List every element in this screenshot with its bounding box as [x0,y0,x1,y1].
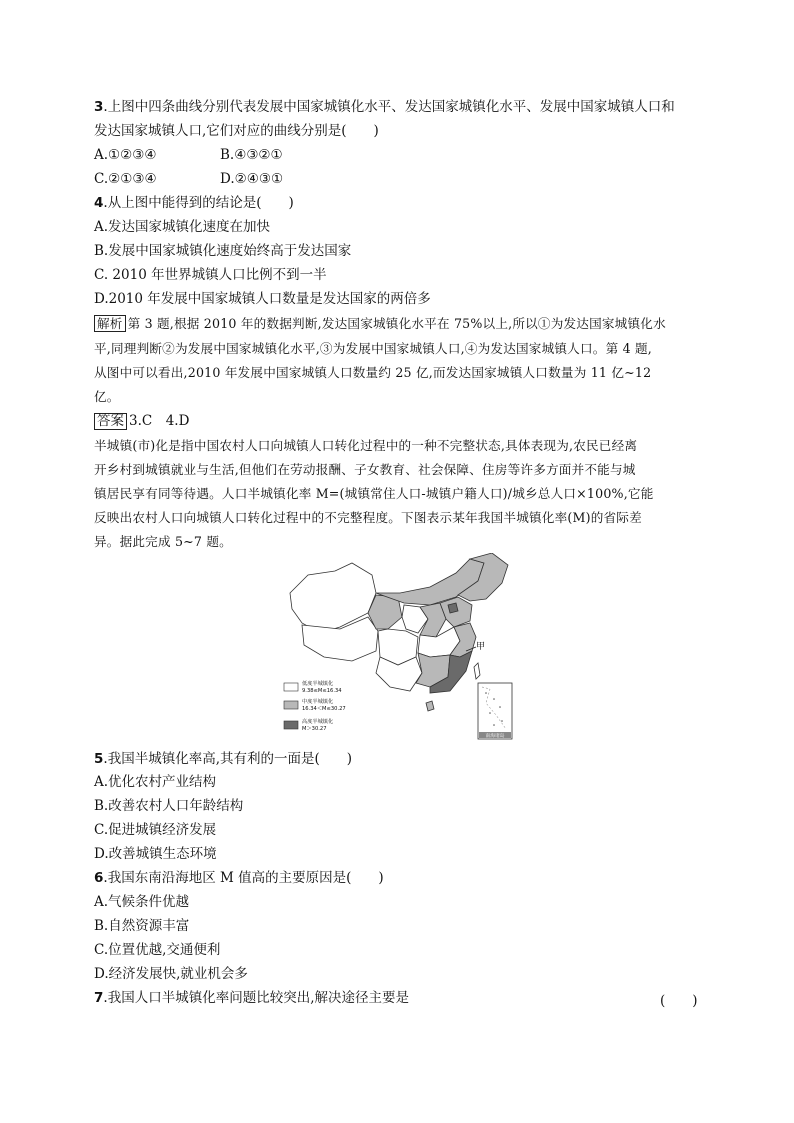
q6-number: 6 [94,870,104,886]
q5-stem [94,750,352,768]
answer-text: 3.C 4.D [129,413,190,429]
analysis-tag: 解析 [94,315,126,332]
q7-stem [94,989,409,1007]
province-beijing [448,603,458,613]
analysis-line1 [94,315,666,333]
legend-label-medium: 中度半城镇化 [302,699,334,705]
q6-stem [94,869,384,887]
q6-text: .我国东南沿海地区 M 值高的主要原因是( ) [103,870,384,886]
q6-option-d: D.经济发展快,就业机会多 [94,966,248,982]
legend-swatch-low [284,683,298,691]
passage-line1: 半城镇(市)化是指中国农村人口向城镇人口转化过程中的一种不完整状态,具体表现为,农民已经离 [94,438,638,453]
legend-swatch-medium [284,701,298,709]
q5-option-c: C.促进城镇经济发展 [94,822,217,838]
q4-stem [94,194,294,212]
q4-option-b: B.发展中国家城镇化速度始终高于发达国家 [94,243,352,259]
passage-line4: 反映出农村人口向城镇人口转化过程中的不完整程度。下图表示某年我国半城镇化率(M)的省际差 [94,510,642,525]
province-hainan [426,701,434,711]
q5-option-b: B.改善农村人口年龄结构 [94,798,244,814]
q3-option-b: B.④③②① [220,147,283,163]
q3-number: 3 [94,99,104,115]
legend-swatch-high [284,721,298,729]
q3-text1: .上图中四条曲线分别代表发展中国家城镇化水平、发达国家城镇化水平、发展中国家城镇人口和 [103,99,675,115]
analysis-line4: 亿。 [94,389,120,404]
map-legend [284,679,346,732]
analysis-text1: 第 3 题,根据 2010 年的数据判断,发达国家城镇化水平在 75%以上,所以①为发达国家城镇化水 [127,316,666,331]
q6-option-b: B.自然资源丰富 [94,918,190,934]
q4-option-a: A.发达国家城镇化速度在加快 [94,219,271,235]
marker-label: 甲 [476,642,486,652]
q4-option-d: D.2010 年发展中国家城镇人口数量是发达国家的两倍多 [94,291,431,307]
q7-text: .我国人口半城镇化率问题比较突出,解决途径主要是 [103,990,409,1006]
q5-option-d: D.改善城镇生态环境 [94,846,217,862]
province-taiwan [474,663,480,679]
analysis-line3: 从图中可以看出,2010 年发展中国家城镇人口数量约 25 亿,而发达国家城镇人口数量为 11 亿~12 [94,365,652,380]
inset-label: 南海诸岛 [485,734,505,739]
q7-answer-paren: ( ) [660,993,698,1009]
q3-option-c: C.②①③④ [94,171,157,187]
q3-option-d: D.②④③① [220,171,284,187]
legend-range-low: 9.38≤M≤16.34 [302,688,342,694]
q4-text: .从上图中能得到的结论是( ) [103,195,294,211]
passage-line3: 镇居民享有同等待遇。人口半城镇化率 M=(城镇常住人口-城镇户籍人口)/城乡总人口×100%,它能 [94,486,654,501]
q5-text: .我国半城镇化率高,其有利的一面是( ) [103,751,353,767]
south-sea-inset [478,683,512,739]
legend-range-medium: 16.34＜M≤30.27 [302,706,346,712]
q6-option-c: C.位置优越,交通便利 [94,942,221,958]
analysis-line2: 平,同理判断②为发展中国家城镇化水平,③为发展中国家城镇人口,④为发达国家城镇人口。第 4 题, [94,341,652,356]
q6-option-a: A.气候条件优越 [94,894,190,910]
answer-line [94,412,189,430]
passage-line5: 异。据此完成 5~7 题。 [94,534,232,549]
legend-label-high: 高度半城镇化 [302,719,334,725]
q3-stem-line1 [94,98,675,116]
q3-stem-line2: 发达国家城镇人口,它们对应的曲线分别是( ) [94,123,379,139]
passage-line2: 开乡村到城镇就业与生活,但他们在劳动报酬、子女教育、社会保障、住房等许多方面并不能与城 [94,462,636,477]
province-north-china [440,597,472,627]
legend-label-low: 低度半城镇化 [302,681,334,687]
q3-option-a: A.①②③④ [94,147,157,163]
q5-option-a: A.优化农村产业结构 [94,774,217,790]
q5-number: 5 [94,751,104,767]
china-semi-urbanization-map [280,553,520,745]
answer-tag: 答案 [94,413,127,430]
q4-number: 4 [94,195,104,211]
legend-range-high: M＞30.27 [302,726,327,732]
q4-option-c: C. 2010 年世界城镇人口比例不到一半 [94,267,327,283]
q7-number: 7 [94,990,104,1006]
